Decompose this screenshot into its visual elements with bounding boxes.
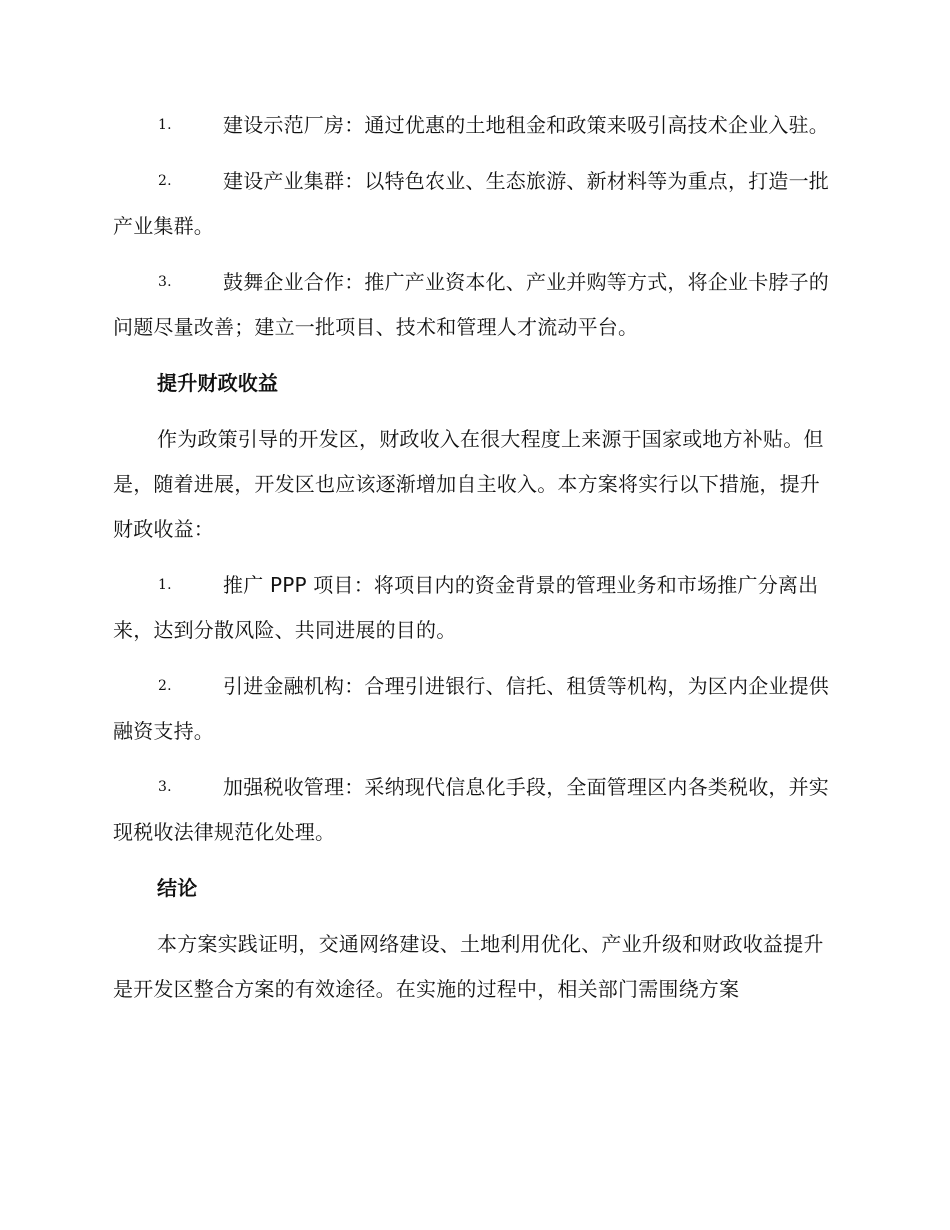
list-number: 1. [158,577,172,593]
list-item-text: 建设示范厂房：通过优惠的土地租金和政策来吸引高技术企业入驻。 [223,113,829,137]
list-item-text: 建设产业集群：以特色农业、生态旅游、新材料等为重点，打造一批产业集群。 [113,169,829,238]
list-item-text: 加强税收管理：采纳现代信息化手段，全面管理区内各类税收，并实现税收法律规范化处理。 [113,775,829,844]
list-item [113,563,838,653]
list-item-text: 鼓舞企业合作：推广产业资本化、产业并购等方式，将企业卡脖子的问题尽量改善；建立一批项目、技术和管理人才流动平台。 [113,270,829,339]
list-number: 3. [158,274,172,290]
list-item [113,103,838,148]
list-item [113,765,838,855]
finance-intro-paragraph: 作为政策引导的开发区，财政收入在很大程度上来源于国家或地方补贴。但是，随着进展，开发区也应该逐渐增加自主收入。本方案将实行以下措施，提升财政收益： [113,427,824,541]
list-item [113,260,838,350]
document-content [113,103,838,1012]
conclusion-paragraph: 本方案实践证明，交通网络建设、土地利用优化、产业升级和财政收益提升是开发区整合方案的有效途径。在实施的过程中，相关部门需围绕方案 [113,932,824,1001]
list-item [113,664,838,754]
section-heading-finance: 提升财政收益 [157,371,279,395]
list-item [113,159,838,249]
list-number: 1. [158,117,172,133]
list-item-text: 推广 PPP 项目：将项目内的资金背景的管理业务和市场推广分离出来，达到分散风险、共同进展的目的。 [113,573,819,642]
list-item-text: 引进金融机构：合理引进银行、信托、租赁等机构，为区内企业提供融资支持。 [113,674,829,743]
section-heading-conclusion: 结论 [157,876,198,900]
list-number: 2. [158,678,172,694]
list-number: 3. [158,779,172,795]
list-number: 2. [158,173,172,189]
